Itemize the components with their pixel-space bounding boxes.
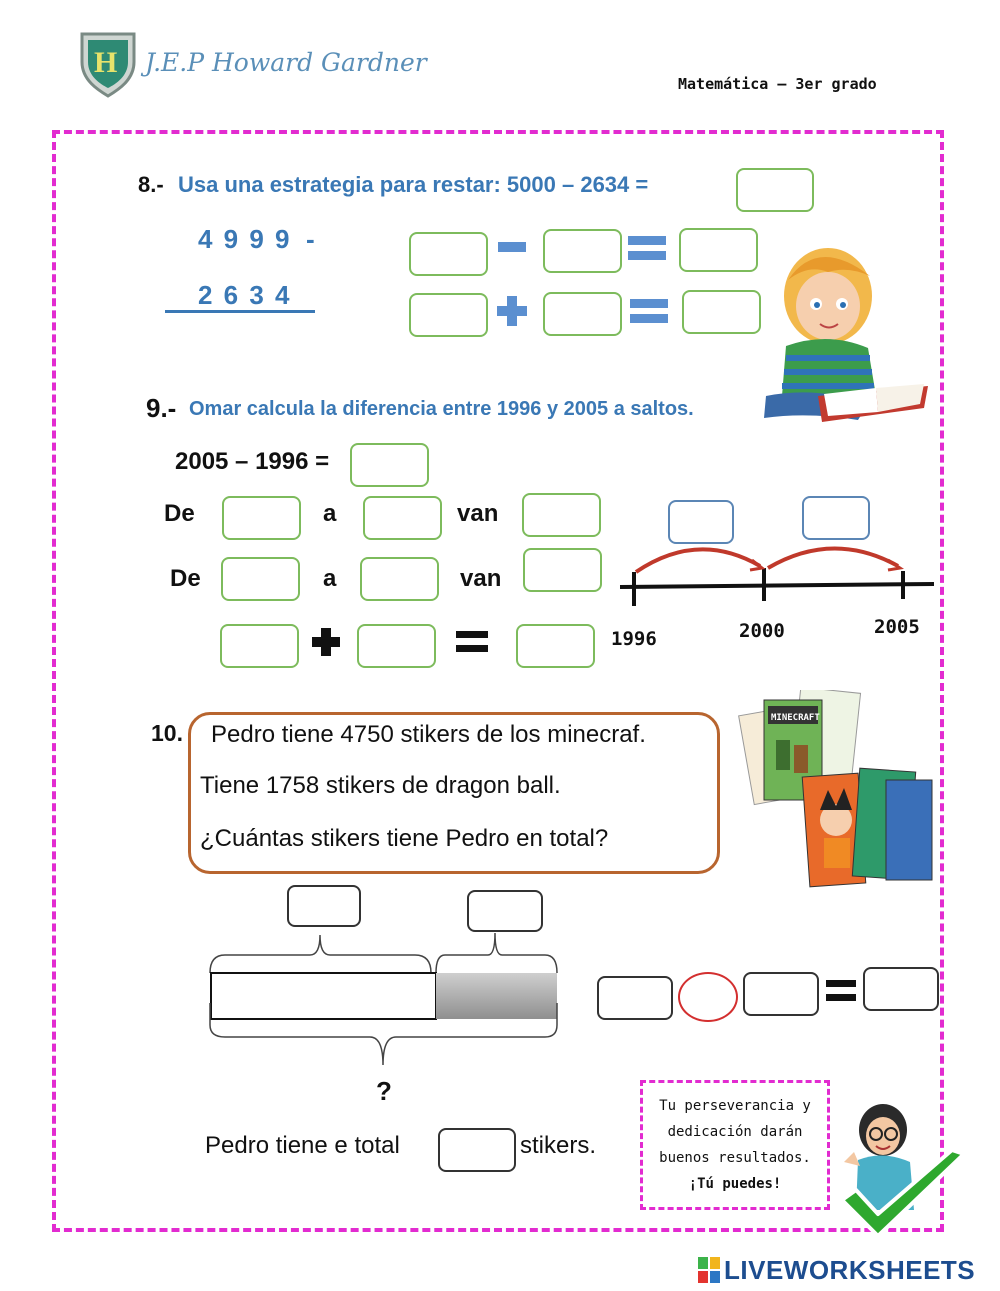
school-logo [78,28,138,98]
equals-icon [826,980,856,1002]
q8-number: 8.- [138,172,164,197]
equals-icon [630,299,668,325]
q8-answer-box[interactable] [736,168,814,212]
checkmark-icon [838,1148,968,1240]
svg-text:H: H [94,46,118,79]
story-line-2: Tiene 1758 stikers de dragon ball. [200,772,561,799]
equals-icon [628,236,666,262]
q8-row1-box2[interactable] [543,229,622,273]
bar-part1-box[interactable] [287,885,361,927]
q9-answer-box[interactable] [350,443,429,487]
jump2-input[interactable] [804,498,868,538]
q8-row1-input2[interactable] [545,231,620,271]
svg-text:MINECRAFT: MINECRAFT [771,713,820,723]
liveworksheets-brand: LIVEWORKSHEETS [724,1255,976,1285]
q8-minus: - [306,224,315,254]
q9-answer-input[interactable] [352,445,427,485]
q9-row2-to-box[interactable] [360,557,439,601]
q8-row2-input1[interactable] [411,295,486,335]
q8-prompt: Usa una estrategia para restar: 5000 – 2634 = [178,172,649,197]
q9-row2-result-box[interactable] [523,548,602,592]
q10-op-input2[interactable] [745,974,817,1014]
q8-row2-input2[interactable] [545,294,620,334]
q8-row2-box3[interactable] [682,290,761,334]
q9-row2-a: a [323,565,337,592]
answer-suffix: stikers. [520,1132,597,1159]
story-line-3: ¿Cuántas stikers tiene Pedro en total? [200,825,609,852]
tick-label-1996: 1996 [611,628,657,650]
q10-operator-input[interactable] [680,974,740,1022]
jump2-box[interactable] [802,496,870,540]
bar-model [205,925,565,1070]
subject-label: Matemática – 3er grado [678,75,877,93]
sticker-books-illustration [736,690,936,890]
q8-bottom-number: 2 6 3 4 [198,280,292,310]
q9-sum-box1[interactable] [220,624,299,668]
q9-row1-a: a [323,500,337,527]
q9-row1-result-input[interactable] [524,495,599,535]
q9-prompt: Omar calcula la diferencia entre 1996 y 2005 a saltos. [189,398,694,420]
motivation-line-2: dedicación darán [667,1124,803,1140]
q9-row1-van: van [457,500,499,527]
q10-operator-circle[interactable] [678,972,738,1022]
liveworksheets-logo-icon [698,1257,720,1283]
q10-op-input1[interactable] [599,978,671,1018]
q8-underline [165,310,315,313]
q8-row1-input1[interactable] [411,234,486,274]
q8-row1-box1[interactable] [409,232,488,276]
answer-box[interactable] [438,1128,516,1172]
bar-part1-input[interactable] [289,887,359,925]
plus-icon [497,296,527,326]
q9-equation: 2005 – 1996 = [175,448,330,475]
q9-row2-to-input[interactable] [362,559,437,599]
q10-op-box2[interactable] [743,972,819,1016]
q10-number: 10. [151,720,183,746]
equals-icon [456,631,488,653]
school-name: J.E.P Howard Gardner [145,48,427,77]
tick-label-2000: 2000 [739,620,785,642]
minus-icon [498,240,526,254]
q9-row1-from-box[interactable] [222,496,301,540]
q8-row2-box1[interactable] [409,293,488,337]
q8-answer-input[interactable] [738,170,812,210]
motivation-line-3: buenos resultados. [659,1150,811,1166]
q9-row2-from-box[interactable] [221,557,300,601]
q9-row2-de: De [170,565,201,592]
motivation-note [640,1080,830,1210]
q9-sum-input2[interactable] [359,626,434,666]
q10-op-box1[interactable] [597,976,673,1020]
q10-op-result-input[interactable] [865,969,937,1009]
q8-row2-box2[interactable] [543,292,622,336]
q9-row1-from-input[interactable] [224,498,299,538]
answer-input[interactable] [440,1130,514,1170]
q9-row1-de: De [164,500,195,527]
q8-row1-box3[interactable] [679,228,758,272]
q9-row2-van: van [460,565,502,592]
q8-row1-input3[interactable] [681,230,756,270]
motivation-line-4: ¡Tú puedes! [688,1176,782,1192]
q9-row1-to-input[interactable] [365,498,440,538]
q9-sum-box2[interactable] [357,624,436,668]
jump1-input[interactable] [670,502,732,542]
q9-sum-input1[interactable] [222,626,297,666]
shield-icon [78,28,138,98]
answer-prefix: Pedro tiene e total [205,1132,400,1159]
total-question-mark: ? [376,1076,392,1106]
plus-icon [312,628,340,656]
q10-op-result-box[interactable] [863,967,939,1011]
q9-row2-result-input[interactable] [525,550,600,590]
q9-sum-result-box[interactable] [516,624,595,668]
q9-sum-result-input[interactable] [518,626,593,666]
q8-top-number: 4 9 9 9 [198,224,292,254]
story-box [188,712,720,874]
number-line [618,538,938,613]
reading-boy-illustration [758,236,933,431]
q9-row2-from-input[interactable] [223,559,298,599]
q8-row2-input3[interactable] [684,292,759,332]
q9-row1-to-box[interactable] [363,496,442,540]
q9-row1-result-box[interactable] [522,493,601,537]
tick-label-2005: 2005 [874,616,920,638]
story-line-1: Pedro tiene 4750 stikers de los minecraf. [211,721,646,748]
motivation-line-1: Tu perseverancia y [659,1098,811,1114]
q9-number: 9.- [146,393,177,423]
